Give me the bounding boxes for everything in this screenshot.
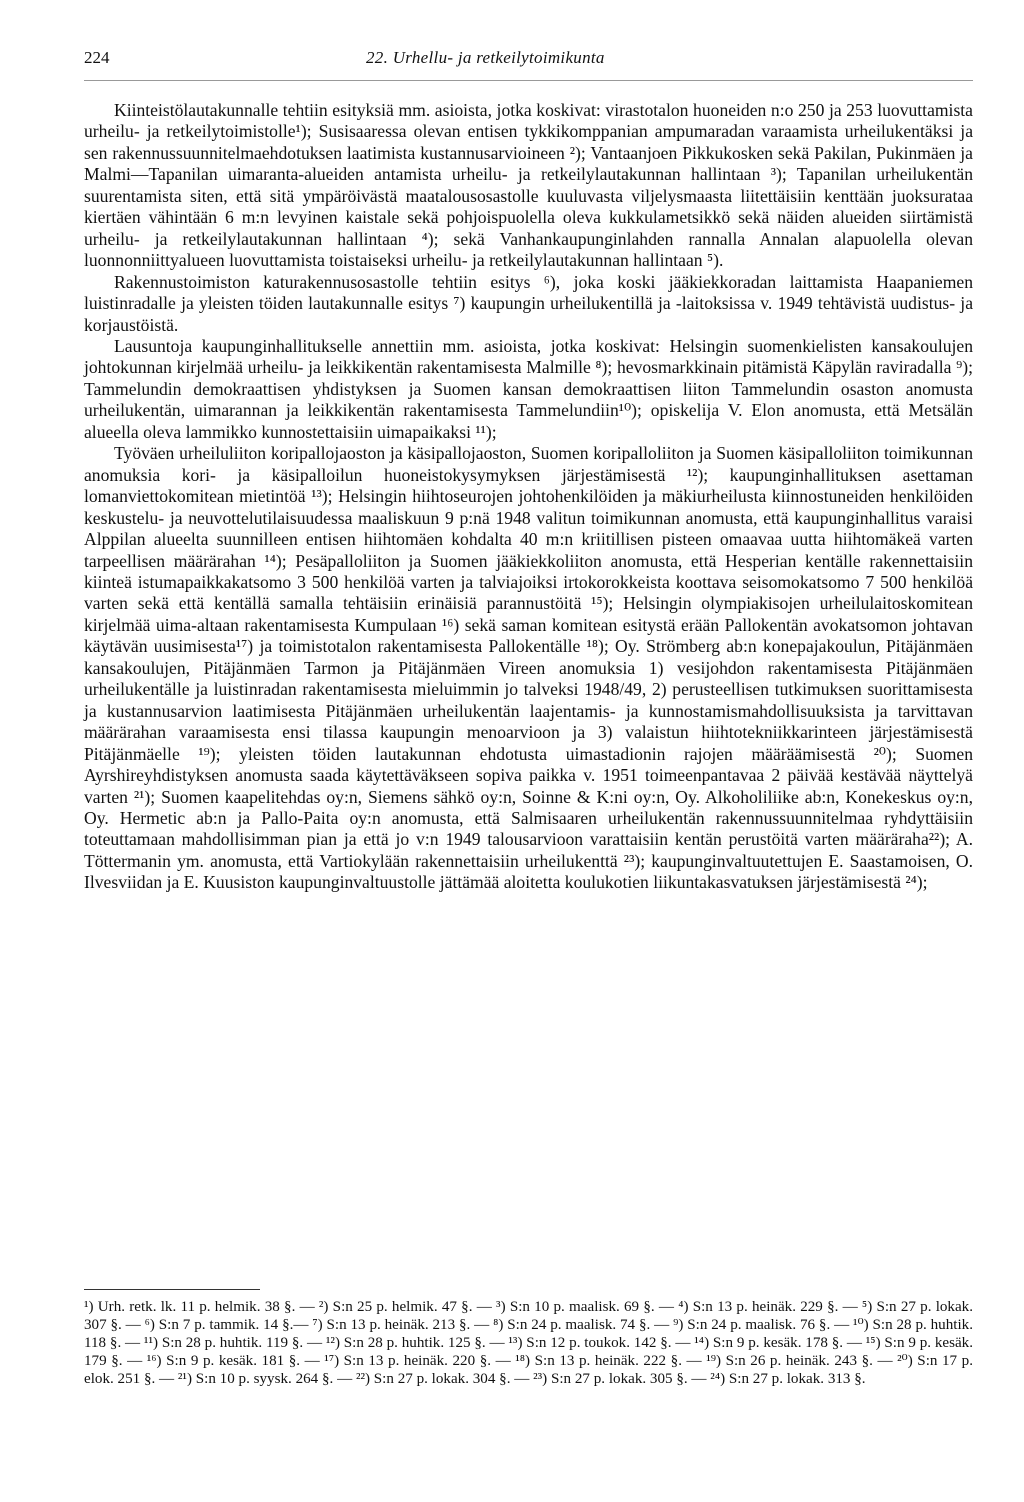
header-divider xyxy=(84,80,973,81)
footnote-divider xyxy=(84,1289,260,1290)
paragraph-construction-office: Rakennustoimiston katurakennusosastolle tehtiin esitys ⁶), joka koski jääkiekkoradan laittamista Haapaniemen luistinradalle ja yleisten töiden lautakunnalle esitys ⁷) kaupungin urheilukentillä ja -laitoksissa v. 1949 tehtävistä uudistus- ja korjaustöistä. xyxy=(84,271,973,335)
footnote-text: ¹) Urh. retk. lk. 11 p. helmik. 38 §. — ²) S:n 25 p. helmik. 47 §. — ³) S:n 10 p. maalisk. 69 §. — ⁴) S:n 13 p. heinäk. 229 §. — ⁵) S:n 27 p. lokak. 307 §. — ⁶) S:n 7 p. tammik. 14 §.— ⁷) S:n 13 p. heinäk. 213 §. — ⁸) S:n 24 p. maalisk. 74 §. — ⁹) S:n 24 p. maalisk. 76 §. — ¹⁰) S:n 28 p. huhtik. 118 §. — ¹¹) S:n 28 p. huhtik. 119 §. — ¹²) S:n 28 p. huhtik. 125 §. — ¹³) S:n 12 p. toukok. 142 §. — ¹⁴) S:n 9 p. kesäk. 178 §. — ¹⁵) S:n 9 p. kesäk. 179 §. — ¹⁶) S:n 9 p. kesäk. 181 §. — ¹⁷) S:n 13 p. heinäk. 220 §. — ¹⁸) S:n 13 p. heinäk. 222 §. — ¹⁹) S:n 26 p. heinäk. 243 §. — ²⁰) S:n 17 p. elok. 251 §. — ²¹) S:n 10 p. syysk. 264 §. — ²²) S:n 27 p. lokak. 304 §. — ²³) S:n 27 p. lokak. 305 §. — ²⁴) S:n 27 p. lokak. 313 §. xyxy=(84,1299,973,1388)
page-number: 224 xyxy=(84,48,110,67)
body-text xyxy=(84,100,973,894)
page-header xyxy=(84,48,973,74)
footnotes xyxy=(84,1298,973,1388)
running-title: 22. Urhellu- ja retkeilytoimikunta xyxy=(366,48,605,67)
paragraph-applications: Työväen urheiluliiton koripallojaoston ja käsipallojaoston, Suomen koripalloliiton ja Suomen käsipalloliiton toimikunnan anomuksia kori- ja käsipalloilun huoneistokysymyksen järjestämisestä ¹²); kaupunginhallituksen asettaman lomanviettokomitean mietintöä ¹³); Helsingin hiihtoseurojen johtohenkilöiden ja mäkiurheilusta kiinnostuneiden henkilöiden keskustelu- ja neuvottelutilaisuudessa maaliskuun 9 p:nä 1948 valitun toimikunnan anomusta, että kaupunginhallitus varaisi Alppilan alueelta suunnilleen entisen hiihtomäen kohdalta 40 m:n kriitillisen pisteen omaavaa uutta hiihtomäkeä varten tarpeellisen määrärahan ¹⁴); Pesäpalloliiton ja Suomen jääkiekkoliiton anomusta, että Hesperian kentälle rakennettaisiin kiinteä istumapaikkakatsomo 3 500 henkilöä varten ja talviajoiksi irtokorokkeista koottava seisomokatsomo 7 500 henkilöä varten sekä että kentällä samalla tehtäisiin erinäisiä parannustöitä ¹⁵); Helsingin olympiakisojen urheilulaitoskomitean kirjelmää uima-altaan rakentamisesta Kumpulaan ¹⁶) sekä saman komitean esitystä erään Pallokentän avokatsomon johtavan käytävän uusimisesta¹⁷) ja toimistotalon rakentamisesta Pallokentälle ¹⁸); Oy. Strömberg ab:n konepajakoulun, Pitäjänmäen kansakoulujen, Pitäjänmäen Tarmon ja Pitäjänmäen Vireen anomuksia 1) vesijohdon rakentamisesta Pitäjänmäen urheilukentälle ja luistinradan rakentamisesta mieluimmin jo talveksi 1948/49, 2) perusteellisen tutkimuksen suorittamisesta ja kustannusarvion laatimisesta Pitäjänmäen urheilukentän laajentamis- ja kunnostamismahdollisuuksista ja tarvittavan määrärahan varaamisesta ensi tilassa kaupungin menoarvioon ja 3) valaistun hiihtotekniikkarinteen järjestämisestä Pitäjänmäelle ¹⁹); yleisten töiden lautakunnan ehdotusta uimastadionin rajojen määräämisestä ²⁰); Suomen Ayrshireyhdistyksen anomusta saada käytettäväkseen sopiva paikka v. 1951 toimeenpantavaa 2 päivää kestävää näyttelyä varten ²¹); Suomen kaapelitehdas oy:n, Siemens sähkö oy:n, Soinne & K:ni oy:n, Oy. Alkoholiliike ab:n, Konekeskus oy:n, Oy. Hermetic ab:n ja Pallo-Paita oy:n anomusta, että Salmisaaren urheilukentän rakennussuunnitelmaa ryhdyttäisiin toteuttamaan mahdollisimman pian ja että jo v:n 1949 talousarvioon varattaisiin kentän perustöitä varten määräraha²²); A. Töttermanin ym. anomusta, että Vartiokylään rakennettaisiin urheilukenttä ²³); kaupunginvaltuutettujen E. Saastamoisen, O. Ilvesviidan ja E. Kuusiston kaupunginvaltuustolle jättämää aloitetta koulukotien liikuntakasvatuksen järjestämisestä ²⁴); xyxy=(84,443,973,893)
paragraph-statements: Lausuntoja kaupunginhallitukselle annettiin mm. asioista, jotka koskivat: Helsingin suomenkielisten kansakoulujen johtokunnan kirjelmää urheilu- ja leikkikentän rakentamisesta Malmille ⁸); hevosmarkkinain pitämistä Käpylän raviradalla ⁹); Tammelundin demokraattisen yhdistyksen ja Suomen kansan demokraattisen liiton Tammelundin osaston anomusta urheilukentän, uimarannan ja leikkikentän rakentamisesta Tammelundiin¹⁰); opiskelija V. Elon anomusta, että Metsälän alueella oleva lammikko kunnostettaisiin uimapaikaksi ¹¹); xyxy=(84,335,973,442)
paragraph-property-board: Kiinteistölautakunnalle tehtiin esityksiä mm. asioista, jotka koskivat: virastotalon huoneiden n:o 250 ja 253 luovuttamista urheilu- ja retkeilytoimistolle¹); Susisaaressa olevan entisen tykkikomppanian ampumaradan varaamista urheilukentäksi ja sen rakennussuunnitelmaehdotuksen laatimista kustannusarvioineen ²); Vantaanjoen Pikkukosken sekä Pakilan, Pukinmäen ja Malmi—Tapanilan uimaranta-alueiden antamista urheilu- ja retkeilylautakunnan hallintaan ³); Tapanilan urheilukentän suurentamista siten, että sitä ympäröivästä maatalousosastolle kuuluvasta viljelysmaasta liitettäisiin kenttään juoksurataa kiertäen vähintään 6 m:n levyinen kaistale sekä pohjoispuolella oleva kukkulametsikkö sekä näiden alueiden siirtämistä urheilu- ja retkeilylautakunnan hallintaan ⁴); sekä Vanhankaupunginlahden rannalla Annalan alapuolella olevan luonnonniittyalueen luovuttamista toistaiseksi urheilu- ja retkeilylautakunnan hallintaan ⁵). xyxy=(84,100,973,271)
